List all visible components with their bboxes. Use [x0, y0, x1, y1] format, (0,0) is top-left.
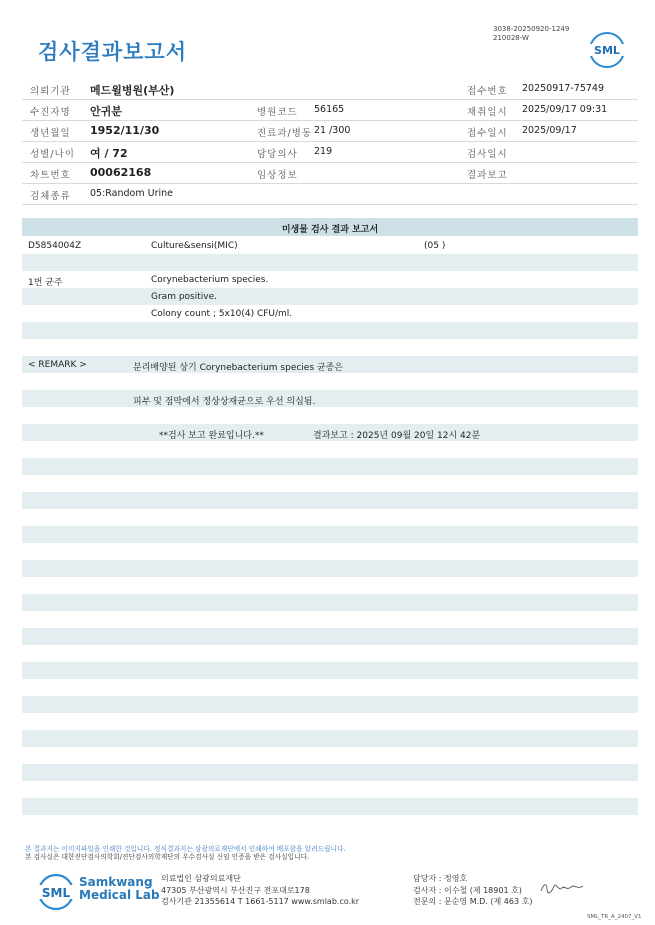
patient-info-table [22, 79, 638, 205]
org-contact: 검사기관 21355614 T 1661-5117 www.smlab.co.kr [161, 897, 360, 906]
info-label: 담당의사 [257, 149, 298, 160]
info-row [22, 142, 638, 163]
report-row-stripe [22, 594, 638, 611]
info-value: 219 [314, 146, 333, 157]
test-code: D5854004Z [28, 241, 82, 251]
isolate-gram: Gram positive. [151, 292, 217, 302]
info-label: 차트번호 [30, 170, 71, 181]
info-value: 2025/09/17 [522, 125, 577, 136]
report-completion-time: 결과보고 : 2025년 09월 20일 12시 42분 [313, 431, 481, 441]
info-row [22, 100, 638, 121]
report-completion: **검사 보고 완료입니다.** [159, 431, 264, 441]
report-row-stripe [22, 526, 638, 543]
test-name: Culture&sensi(MIC) [151, 241, 238, 251]
info-value: 여 / 72 [90, 147, 128, 160]
info-row [22, 79, 638, 100]
info-label: 성별/나이 [30, 149, 75, 160]
info-value: 안귀분 [90, 105, 122, 118]
info-value: 00062168 [90, 166, 152, 179]
staff-info [413, 873, 532, 908]
info-value: 1952/11/30 [90, 124, 160, 137]
info-value: 21 /300 [314, 125, 351, 136]
report-row-stripe [22, 288, 638, 305]
info-value: 20250917-75749 [522, 83, 605, 94]
info-label: 검사일시 [467, 149, 508, 160]
report-row-stripe [22, 730, 638, 747]
remark-line2: 피부 및 점막에서 정상상재균으로 우선 의심됨. [133, 397, 316, 407]
org-info [161, 873, 359, 908]
sml-logo-text: SML [594, 44, 620, 57]
info-label: 접수일시 [467, 128, 508, 139]
footer-note-accreditation: 본 검사실은 대한진단검사의학회/진단검사의학재단의 우수검사실 신임 인증을 받은 검사실입니다. [25, 853, 310, 861]
signature-icon [538, 880, 586, 896]
isolate-label: 1번 균주 [28, 278, 63, 288]
info-row [22, 163, 638, 184]
org-address: 47305 부산광역시 부산진구 전포대로178 [161, 885, 310, 895]
info-value: 05:Random Urine [90, 188, 174, 199]
org-name: 의료법인 삼광의료재단 [161, 874, 241, 883]
report-row-stripe [22, 764, 638, 781]
isolate-organism: Corynebacterium species. [151, 275, 269, 285]
remark-line1: 분리배양된 상기 Corynebacterium species 균종은 [133, 363, 343, 373]
report-row-stripe [22, 798, 638, 815]
report-row-stripe [22, 492, 638, 509]
info-label: 채취일시 [467, 107, 508, 118]
brand-name [79, 876, 160, 902]
document-number-line1: 3038-20250920-1249 [493, 25, 570, 33]
info-label: 임상정보 [257, 170, 298, 181]
info-label: 의뢰기관 [30, 86, 71, 97]
report-row-stripe [22, 662, 638, 679]
staff-manager: 담당자 : 정영호 [413, 874, 468, 883]
info-value: 56165 [314, 104, 345, 115]
form-code: SML_TR_A_2407_V1 [587, 914, 642, 920]
remark-label: < REMARK > [28, 360, 87, 370]
report-row-stripe [22, 322, 638, 339]
staff-examiner: 검사자 : 이수철 (제 18901 호) [413, 885, 522, 895]
info-label: 진료과/병동 [257, 128, 313, 139]
info-label: 수진자명 [30, 107, 71, 118]
info-value: 메드윌병원(부산) [90, 84, 175, 97]
report-section-title: 미생물 검사 결과 보고서 [281, 225, 379, 235]
staff-specialist: 전문의 : 문순영 M.D. (제 463 호) [413, 897, 533, 906]
samkwang-logo-icon [36, 872, 76, 912]
info-row [22, 121, 638, 142]
brand-name-line1: Samkwang [79, 875, 153, 889]
document-number-line2: 210028-W [493, 34, 529, 42]
page-title: 검사결과보고서 [38, 40, 188, 64]
report-row-stripe [22, 696, 638, 713]
report-row-stripe [22, 254, 638, 271]
sml-logo-icon [588, 31, 626, 69]
info-value: 2025/09/17 09:31 [522, 104, 608, 115]
footer-note-image: 본 결과지는 이미지파일을 인쇄한 것입니다. 정식결과지는 삼광의료재단에서 인쇄하여 배포함을 알려드립니다. [25, 845, 346, 853]
test-value: (05 ) [424, 241, 446, 251]
isolate-colony-count: Colony count ; 5x10(4) CFU/ml. [151, 309, 293, 319]
info-row [22, 184, 638, 205]
info-label: 결과보고 [467, 170, 508, 181]
info-label: 병원코드 [257, 107, 298, 118]
report-row-stripe [22, 458, 638, 475]
brand-name-line2: Medical Lab [79, 888, 160, 902]
report-row-stripe [22, 628, 638, 645]
info-label: 검체종류 [30, 191, 71, 202]
document-number [493, 25, 569, 43]
info-label: 생년월일 [30, 128, 71, 139]
info-label: 접수번호 [467, 86, 508, 97]
samkwang-logo-text: SML [41, 886, 71, 900]
report-row-stripe [22, 390, 638, 407]
report-row-stripe [22, 560, 638, 577]
